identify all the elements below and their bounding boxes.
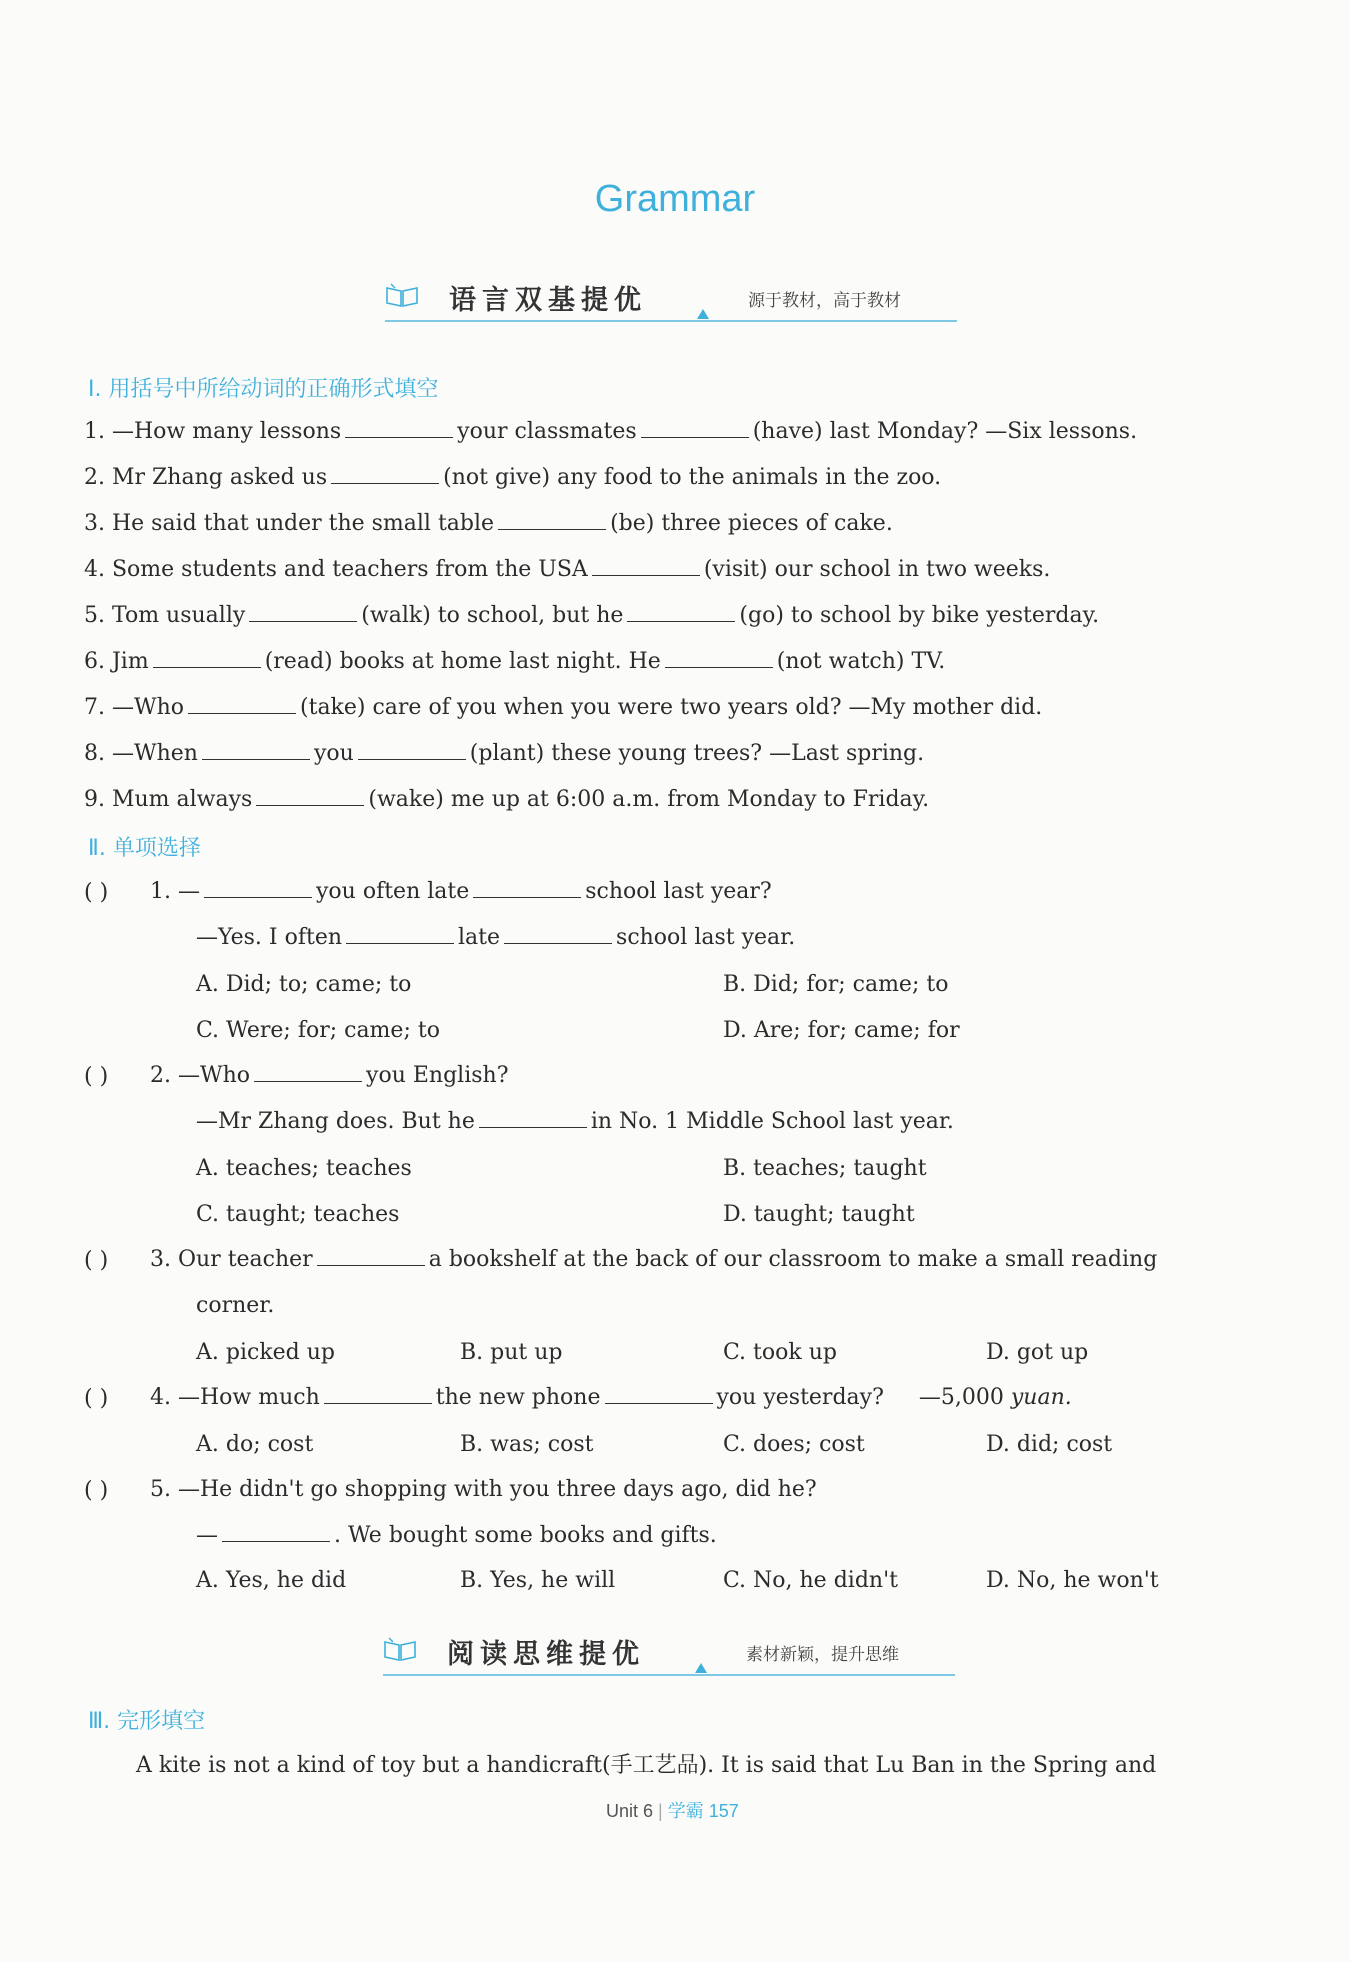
page-footer: Unit 6 | 学霸 157	[606, 1801, 739, 1821]
banner-underline	[383, 1674, 955, 1676]
answer-blank[interactable]	[641, 417, 749, 438]
answer-blank[interactable]	[346, 923, 454, 944]
option-b[interactable]: B. was; cost	[460, 1432, 594, 1457]
section-3-heading: Ⅲ. 完形填空	[88, 1709, 206, 1734]
answer-bracket[interactable]: ( )	[84, 1064, 109, 1089]
answer-blank[interactable]	[358, 739, 466, 760]
section-2-heading: Ⅱ. 单项选择	[88, 836, 201, 861]
answer-blank[interactable]	[254, 1061, 362, 1082]
mc-question-2-line-2: —Mr Zhang does. But he in No. 1 Middle School last year.	[196, 1109, 954, 1134]
answer-blank[interactable]	[153, 647, 261, 668]
fill-question-7: 7. —Who (take) care of you when you were two years old? —My mother did.	[84, 695, 1043, 720]
option-c[interactable]: C. does; cost	[723, 1432, 865, 1457]
answer-blank[interactable]	[317, 1245, 425, 1266]
answer-blank[interactable]	[204, 877, 312, 898]
footer-unit: Unit 6	[606, 1801, 654, 1821]
banner-language-basics	[385, 276, 957, 328]
fill-question-9: 9. Mum always (wake) me up at 6:00 a.m. from Monday to Friday.	[84, 787, 930, 812]
option-d[interactable]: D. No, he won't	[986, 1568, 1159, 1593]
answer-blank[interactable]	[504, 923, 612, 944]
answer-blank[interactable]	[256, 785, 364, 806]
book-icon	[383, 1636, 417, 1662]
option-d[interactable]: D. did; cost	[986, 1432, 1113, 1457]
option-c[interactable]: C. No, he didn't	[723, 1568, 898, 1593]
answer-bracket[interactable]: ( )	[84, 880, 109, 905]
option-c[interactable]: C. took up	[723, 1340, 837, 1365]
answer-blank[interactable]	[222, 1521, 330, 1542]
option-b[interactable]: B. Did; for; came; to	[723, 972, 949, 997]
fill-question-4: 4. Some students and teachers from the USA (visit) our school in two weeks.	[84, 557, 1051, 582]
mc-question-3-line-2: corner.	[196, 1293, 275, 1318]
option-c[interactable]: C. Were; for; came; to	[196, 1018, 440, 1043]
answer-blank[interactable]	[249, 601, 357, 622]
banner-underline	[385, 320, 957, 322]
answer-blank[interactable]	[592, 555, 700, 576]
banner-subtitle: 源于教材，高于教材	[748, 291, 901, 311]
fill-question-3: 3. He said that under the small table (be) three pieces of cake.	[84, 511, 893, 536]
option-d[interactable]: D. Are; for; came; for	[723, 1018, 960, 1043]
banner-title: 语言双基提优	[449, 285, 647, 316]
option-b[interactable]: B. Yes, he will	[460, 1568, 616, 1593]
fill-question-2: 2. Mr Zhang asked us (not give) any food to the animals in the zoo.	[84, 465, 942, 490]
mc-question-5: 5. —He didn't go shopping with you three days ago, did he?	[150, 1477, 817, 1502]
answer-blank[interactable]	[479, 1107, 587, 1128]
mc-question-3: 3. Our teacher a bookshelf at the back of our classroom to make a small reading	[150, 1247, 1158, 1272]
page-number: 157	[708, 1801, 739, 1821]
mc-question-1-line-2: —Yes. I often late school last year.	[196, 925, 796, 950]
fill-question-1: 1. —How many lessons your classmates (have) last Monday? —Six lessons.	[84, 419, 1138, 444]
option-b[interactable]: B. put up	[460, 1340, 563, 1365]
option-c[interactable]: C. taught; teaches	[196, 1202, 400, 1227]
mc-question-1: 1. — you often late school last year?	[150, 879, 772, 904]
option-a[interactable]: A. Did; to; came; to	[196, 972, 412, 997]
option-b[interactable]: B. teaches; taught	[723, 1156, 927, 1181]
answer-blank[interactable]	[665, 647, 773, 668]
mc-question-5-line-2: — . We bought some books and gifts.	[196, 1523, 717, 1548]
banner-subtitle: 素材新颖，提升思维	[746, 1645, 899, 1665]
answer-blank[interactable]	[627, 601, 735, 622]
answer-blank[interactable]	[331, 463, 439, 484]
banner-title: 阅读思维提优	[447, 1639, 645, 1670]
answer-blank[interactable]	[188, 693, 296, 714]
answer-bracket[interactable]: ( )	[84, 1478, 109, 1503]
answer-blank[interactable]	[605, 1383, 713, 1404]
banner-reading-thinking	[383, 1630, 955, 1682]
answer-bracket[interactable]: ( )	[84, 1386, 109, 1411]
answer-blank[interactable]	[202, 739, 310, 760]
fill-question-8: 8. —When you (plant) these young trees? —Last spring.	[84, 741, 925, 766]
mc-question-2: 2. —Who you English?	[150, 1063, 509, 1088]
option-a[interactable]: A. teaches; teaches	[196, 1156, 412, 1181]
option-a[interactable]: A. do; cost	[196, 1432, 314, 1457]
book-icon	[385, 282, 419, 308]
option-a[interactable]: A. Yes, he did	[196, 1568, 347, 1593]
banner-marker	[695, 1663, 707, 1673]
answer-blank[interactable]	[324, 1383, 432, 1404]
option-d[interactable]: D. taught; taught	[723, 1202, 915, 1227]
answer-blank[interactable]	[473, 877, 581, 898]
section-1-heading: Ⅰ. 用括号中所给动词的正确形式填空	[88, 377, 439, 402]
answer-bracket[interactable]: ( )	[84, 1248, 109, 1273]
footer-brand: 学霸	[667, 1801, 704, 1821]
mc-question-4: 4. —How much the new phone you yesterday? —5,000 yuan.	[150, 1385, 1072, 1410]
answer-blank[interactable]	[498, 509, 606, 530]
option-d[interactable]: D. got up	[986, 1340, 1089, 1365]
answer-blank[interactable]	[345, 417, 453, 438]
page-title: Grammar	[594, 178, 756, 220]
fill-question-5: 5. Tom usually (walk) to school, but he (go) to school by bike yesterday.	[84, 603, 1100, 628]
fill-question-6: 6. Jim (read) books at home last night. He (not watch) TV.	[84, 649, 946, 674]
banner-marker	[697, 309, 709, 319]
option-a[interactable]: A. picked up	[196, 1340, 335, 1365]
passage-text: A kite is not a kind of toy but a handicraft(手工艺品). It is said that Lu Ban in the Spring and	[136, 1753, 1157, 1778]
